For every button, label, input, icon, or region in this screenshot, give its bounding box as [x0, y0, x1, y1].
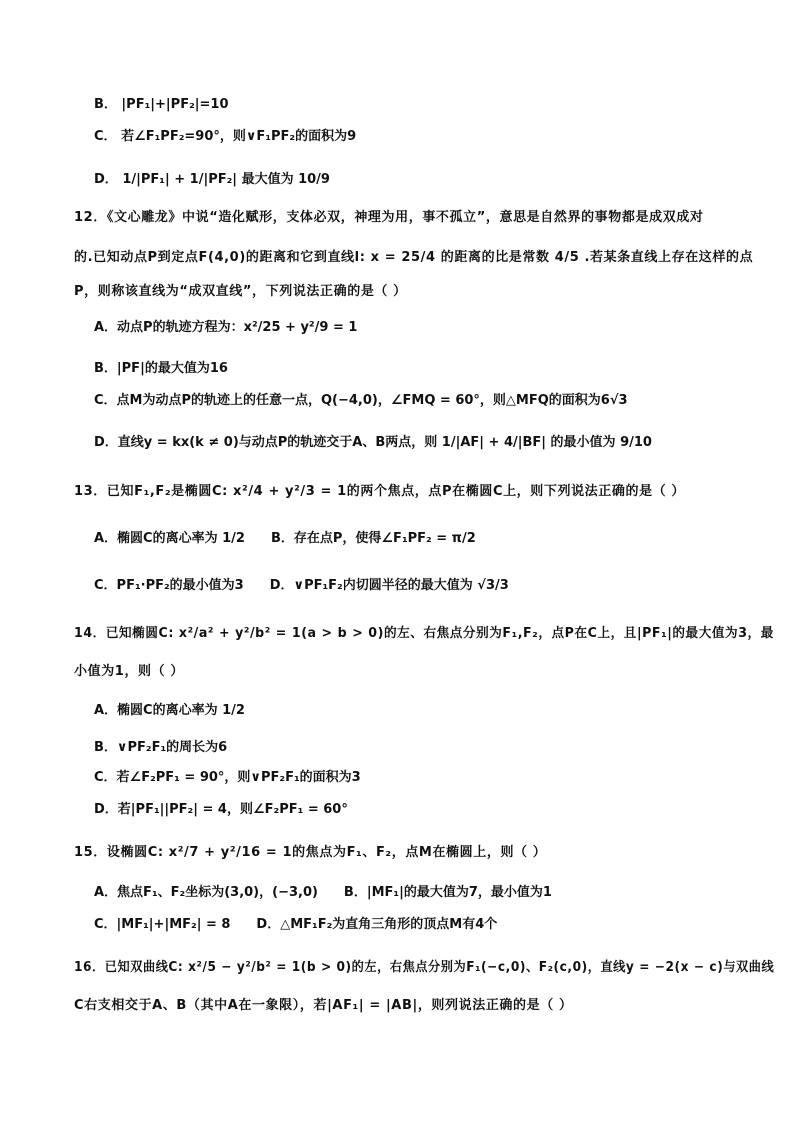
q14-option-a-text: A．椭圆C的离心率为 1/2 — [94, 703, 245, 718]
q14-option-c-text: C．若∠F₂PF₁ = 90°，则∨PF₂F₁的面积为3 — [94, 770, 361, 785]
q11-option-d-text: D． 1/|PF₁| + 1/|PF₂| 最大值为 10/9 — [94, 172, 330, 187]
q15-options-ab — [94, 883, 552, 903]
q12-option-d — [94, 433, 652, 453]
q11-option-b-text: B． |PF₁|+|PF₂|=10 — [94, 97, 229, 112]
q12-stem-line-1 — [74, 208, 703, 228]
q15-options-cd-text: C．|MF₁|+|MF₂| = 8 D．△MF₁F₂为直角三角形的顶点M有4个 — [94, 917, 498, 932]
q16-stem-text-2: C右支相交于A、B（其中A在一象限），若|AF₁| = |AB|，则列说法正确的是（ ） — [74, 998, 573, 1013]
q15-options-ab-text: A．焦点F₁、F₂坐标为(3,0)，(−3,0) B．|MF₁|的最大值为7，最小值为1 — [94, 885, 552, 900]
q11-option-c-text: C． 若∠F₁PF₂=90°，则∨F₁PF₂的面积为9 — [94, 129, 357, 144]
q15-stem — [74, 843, 546, 863]
q15-stem-text: 15．设椭圆C: x²/7 + y²/16 = 1的焦点为F₁、F₂，点M在椭圆上，则（ ） — [74, 845, 547, 860]
q12-option-c-text: C．点M为动点P的轨迹上的任意一点，Q(−4,0)，∠FMQ = 60°，则△MFQ的面积为6√3 — [94, 393, 628, 408]
q12-stem-line-2 — [74, 248, 753, 268]
q15-options-cd — [94, 915, 497, 935]
q14-option-c — [94, 768, 361, 788]
q12-stem-text-1: 12．《文心雕龙》中说“造化赋形，支体必双，神理为用，事不孤立”，意思是自然界的事物都是成双成对 — [74, 210, 704, 225]
q12-stem-text-3: P，则称该直线为“成双直线”，下列说法正确的是（ ） — [74, 284, 407, 299]
q14-stem-line-2 — [74, 662, 184, 682]
q13-options-ab-text: A．椭圆C的离心率为 1/2 B．存在点P，使得∠F₁PF₂ = π/2 — [94, 531, 476, 546]
q12-option-a-text: A．动点P的轨迹方程为：x²/25 + y²/9 = 1 — [94, 320, 358, 335]
q13-stem — [74, 482, 685, 502]
q11-option-d — [94, 170, 330, 190]
q12-option-d-text: D．直线y = kx(k ≠ 0)与动点P的轨迹交于A、B两点，则 1/|AF| + 4/|BF| 的最小值为 9/10 — [94, 435, 652, 450]
q14-option-d-text: D．若|PF₁||PF₂| = 4，则∠F₂PF₁ = 60° — [94, 802, 348, 817]
q12-option-c — [94, 391, 628, 411]
q12-option-b — [94, 359, 228, 379]
q14-stem-text-1: 14．已知椭圆C: x²/a² + y²/b² = 1(a > b > 0)的左、右焦点分别为F₁,F₂，点P在C上，且|PF₁|的最大值为3，最 — [74, 626, 774, 641]
q11-option-c — [94, 127, 356, 147]
q12-option-b-text: B．|PF|的最大值为16 — [94, 361, 228, 376]
q13-options-ab — [94, 529, 476, 549]
q14-stem-line-1 — [74, 624, 774, 644]
q14-option-d — [94, 800, 348, 820]
q12-stem-text-2: 的.已知动点P到定点F(4,0)的距离和它到直线l: x = 25/4 的距离的比是常数 4/5 .若某条直线上存在这样的点 — [74, 250, 754, 265]
q11-option-b — [94, 95, 229, 115]
q12-stem-line-3 — [74, 282, 407, 302]
q14-option-b — [94, 738, 227, 758]
q12-option-a — [94, 318, 357, 338]
q14-stem-text-2: 小值为1，则（ ） — [74, 664, 184, 679]
q14-option-a — [94, 701, 245, 721]
q16-stem-line-2 — [74, 996, 573, 1016]
q16-stem-line-1 — [74, 958, 774, 978]
q13-options-cd-text: C．PF₁·PF₂的最小值为3 D．∨PF₁F₂内切圆半径的最大值为 √3/3 — [94, 578, 509, 593]
q13-stem-text: 13．已知F₁,F₂是椭圆C: x²/4 + y²/3 = 1的两个焦点，点P在椭圆C上，则下列说法正确的是（ ） — [74, 484, 686, 499]
q16-stem-text-1: 16．已知双曲线C: x²/5 − y²/b² = 1(b > 0)的左，右焦点分别为F₁(−c,0)、F₂(c,0)，直线y = −2(x − c)与双曲线 — [74, 960, 775, 975]
q14-option-b-text: B．∨PF₂F₁的周长为6 — [94, 740, 228, 755]
q13-options-cd — [94, 576, 509, 596]
